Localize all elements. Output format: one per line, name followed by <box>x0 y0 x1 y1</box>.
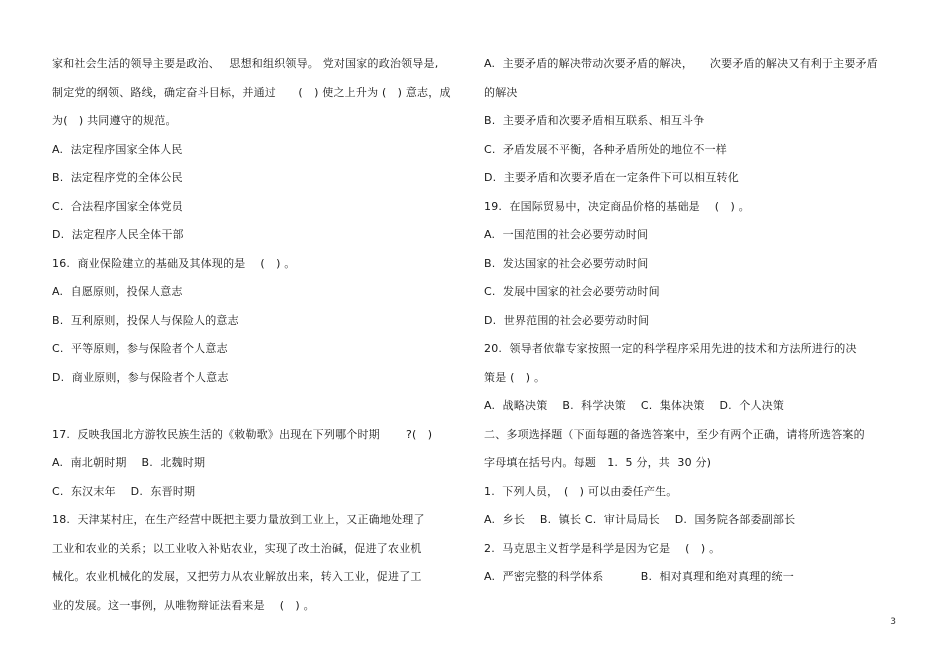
option-line: B. 互利原则，投保人与保险人的意志 <box>52 313 239 327</box>
blank-line <box>52 399 462 413</box>
text-line: 策是 ( ) 。 <box>484 370 546 384</box>
option-line: C. 平等原则，参与保险者个人意志 <box>52 342 228 355</box>
text-line: 业的发展。这一事例，从唯物辩证法看来是 ( ) 。 <box>52 598 315 612</box>
option-line: D. 法定程序人民全体干部 <box>52 228 184 241</box>
question-19: 19. 在国际贸易中，决定商品价格的基础是 ( ) 。 <box>484 199 750 213</box>
option-line: C. 矛盾发展不平衡，各种矛盾所处的地位不一样 <box>484 142 727 156</box>
option-line: C. 东汉末年 D. 东晋时期 <box>52 484 196 498</box>
option-line: C. 发展中国家的社会必要劳动时间 <box>484 285 660 298</box>
text-line: 械化。农业机械化的发展，又把劳力从农业解放出来，转入工业，促进了工 <box>52 570 422 583</box>
question-17: 17. 反映我国北方游牧民族生活的《敕勒歌》出现在下列哪个时期 ?( ) <box>52 427 433 441</box>
section-heading: 字母填在括号内。每题 1. 5 分，共 30 分) <box>484 456 712 469</box>
text-line: 为( ) 共同遵守的规范。 <box>52 114 177 127</box>
right-column <box>484 57 904 599</box>
text-line: 工业和农业的关系；以工业收入补贴农业，实现了改土治碱，促进了农业机 <box>52 541 422 555</box>
option-line: 的解决 <box>484 85 518 99</box>
question-1: 1. 下列人员， ( ) 可以由委任产生。 <box>484 484 678 498</box>
question-20: 20. 领导者依靠专家按照一定的科学程序采用先进的技术和方法所进行的决 <box>484 342 857 355</box>
option-line: B. 发达国家的社会必要劳动时间 <box>484 256 649 270</box>
option-line: A. 严密完整的科学体系 B. 相对真理和绝对真理的统一 <box>484 570 794 583</box>
option-line: A. 主要矛盾的解决带动次要矛盾的解决， 次要矛盾的解决又有利于主要矛盾 <box>484 57 878 70</box>
question-2: 2. 马克思主义哲学是科学是因为它是 ( ) 。 <box>484 541 721 555</box>
text-line: 家和社会生活的领导主要是政治、 思想和组织领导。 党对国家的政治领导是, <box>52 57 439 70</box>
page-number: 3 <box>890 617 896 627</box>
option-line: D. 主要矛盾和次要矛盾在一定条件下可以相互转化 <box>484 171 739 184</box>
option-line: A. 战略决策 B. 科学决策 C. 集体决策 D. 个人决策 <box>484 399 785 412</box>
question-18: 18. 天津某村庄，在生产经营中既把主要力量放到工业上，又正确地处理了 <box>52 513 425 526</box>
text-line: 制定党的纲领、路线，确定奋斗目标，并通过 ( ) 使之上升为 ( ) 意志，成 <box>52 85 451 99</box>
option-line: B. 主要矛盾和次要矛盾相互联系、相互斗争 <box>484 114 705 127</box>
option-line: A. 乡长 B. 镇长 C. 审计局局长 D. 国务院各部委副部长 <box>484 513 796 526</box>
option-line: D. 世界范围的社会必要劳动时间 <box>484 313 650 327</box>
question-16: 16. 商业保险建立的基础及其体现的是 ( ) 。 <box>52 256 296 270</box>
option-line: A. 一国范围的社会必要劳动时间 <box>484 228 649 241</box>
option-line: D. 商业原则，参与保险者个人意志 <box>52 370 229 384</box>
option-line: A. 法定程序国家全体人民 <box>52 142 183 156</box>
option-line: B. 法定程序党的全体公民 <box>52 171 183 184</box>
option-line: A. 自愿原则，投保人意志 <box>52 285 183 298</box>
left-column <box>52 57 462 627</box>
option-line: C. 合法程序国家全体党员 <box>52 199 183 213</box>
section-heading: 二、多项选择题（下面每题的备选答案中，至少有两个正确，请将所选答案的 <box>484 427 865 441</box>
option-line: A. 南北朝时期 B. 北魏时期 <box>52 456 206 469</box>
